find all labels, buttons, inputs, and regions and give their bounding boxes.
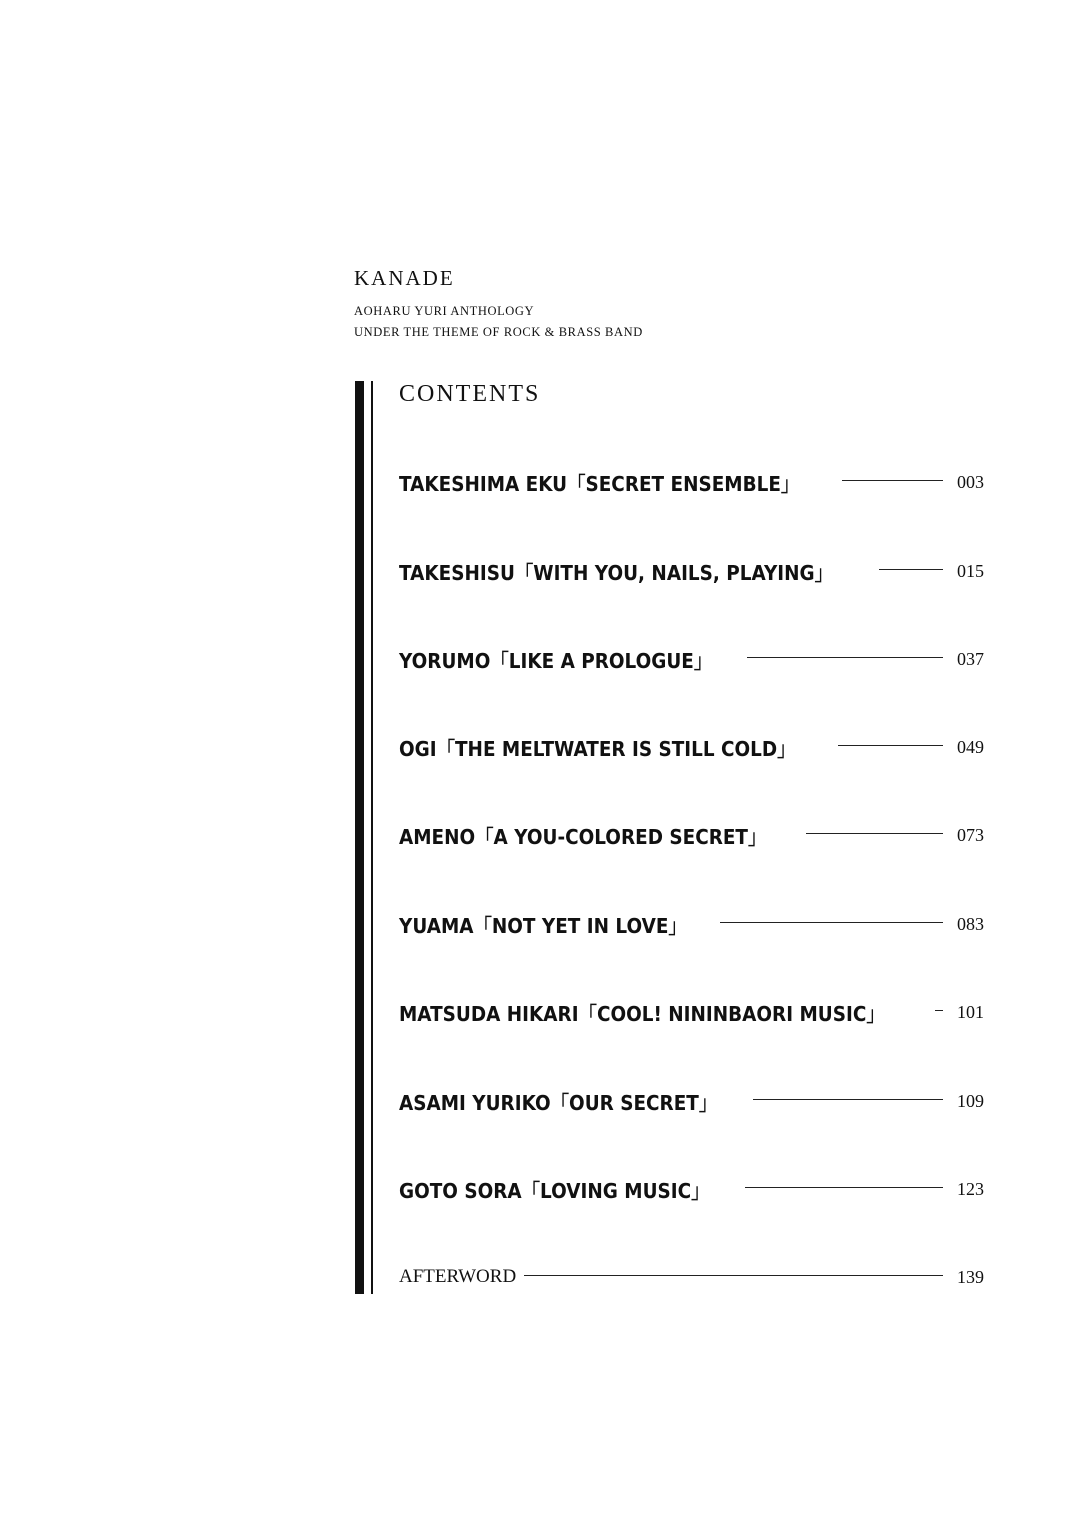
toc-entry-title: TAKESHISU「WITH YOU, NAILS, PLAYING」 <box>399 560 834 585</box>
contents-heading: CONTENTS <box>399 381 541 407</box>
toc-entry[interactable] <box>399 908 995 940</box>
toc-entry[interactable] <box>399 819 995 851</box>
toc-entry-title: ASAMI YURIKO「OUR SECRET」 <box>399 1090 718 1115</box>
leader-line <box>806 833 943 834</box>
toc-page-number: 049 <box>957 736 984 757</box>
toc-entry[interactable] <box>399 731 995 763</box>
leader-line <box>879 569 943 570</box>
subtitle-line-2: UNDER THE THEME OF ROCK & BRASS BAND <box>354 325 643 339</box>
leader-line <box>838 745 943 746</box>
toc-page-number: 073 <box>957 824 984 845</box>
leader-line <box>753 1099 943 1100</box>
toc-entry-title: GOTO SORA「LOVING MUSIC」 <box>399 1178 710 1203</box>
toc-entry[interactable] <box>399 996 995 1028</box>
toc-page-number: 083 <box>957 913 984 934</box>
toc-page-number: 015 <box>957 560 984 581</box>
leader-line <box>524 1275 943 1276</box>
toc-entry-title: OGI「THE MELTWATER IS STILL COLD」 <box>399 736 796 761</box>
book-title: KANADE <box>354 266 455 290</box>
toc-entry-title: YORUMO「LIKE A PROLOGUE」 <box>399 648 713 673</box>
toc-page-number: 003 <box>957 471 984 492</box>
toc-entry[interactable] <box>399 1173 995 1205</box>
contents-bar-thin <box>371 381 373 1294</box>
leader-line <box>720 922 943 923</box>
contents-bar-thick <box>355 381 364 1294</box>
leader-line <box>747 657 943 658</box>
leader-line <box>745 1187 943 1188</box>
toc-page-number: 037 <box>957 648 984 669</box>
table-of-contents <box>399 0 999 1536</box>
toc-entry[interactable] <box>399 466 995 498</box>
toc-entry-title: AFTERWORD <box>399 1266 517 1287</box>
toc-entry-title: TAKESHIMA EKU「SECRET ENSEMBLE」 <box>399 471 800 496</box>
toc-entry-title: AMENO「A YOU-COLORED SECRET」 <box>399 824 767 849</box>
toc-entry-title: YUAMA「NOT YET IN LOVE」 <box>399 913 687 938</box>
leader-line <box>935 1010 943 1011</box>
toc-entry[interactable] <box>399 643 995 675</box>
toc-page-number: 139 <box>957 1266 984 1287</box>
subtitle-line-1: AOHARU YURI ANTHOLOGY <box>354 304 535 318</box>
leader-line <box>842 480 943 481</box>
toc-page-number: 109 <box>957 1090 984 1111</box>
toc-entry[interactable] <box>399 555 995 587</box>
toc-entry[interactable] <box>399 1085 995 1117</box>
toc-page-number: 123 <box>957 1178 984 1199</box>
toc-page-number: 101 <box>957 1001 984 1022</box>
toc-entry-afterword[interactable] <box>399 1261 995 1293</box>
toc-entry-title: MATSUDA HIKARI「COOL! NININBAORI MUSIC」 <box>399 1001 885 1026</box>
